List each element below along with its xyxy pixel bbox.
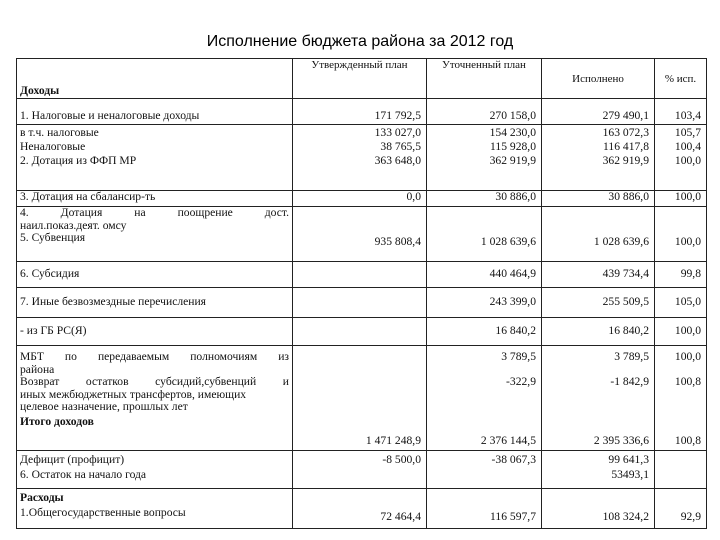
row-label: 6. Остаток на начало года (20, 468, 147, 481)
row-label: - из ГБ РС(Я) (20, 324, 87, 338)
row-label: Возврат остатков субсидий,субвенций и (20, 375, 289, 389)
cell-value: 1 028 639,6 (480, 234, 536, 248)
row-label: 3. Дотация на сбалансир-ть (20, 190, 156, 203)
cell-value: 362 919,9 (602, 154, 649, 167)
cell-value: 100,8 (674, 375, 701, 388)
cell-value: 103,4 (674, 109, 701, 123)
row-label-total: Итого доходов (20, 414, 94, 428)
cell-value: -322,9 (506, 375, 536, 388)
cell-value: 171 792,5 (374, 109, 421, 123)
cell-value: 100,0 (674, 190, 701, 203)
section-label-income: Доходы (17, 59, 293, 99)
header-approved-plan: Утвержденный план (293, 59, 427, 99)
cell-value: -8 500,0 (382, 453, 421, 466)
section-label-expense: Расходы (20, 491, 64, 504)
cell-value: 440 464,9 (489, 267, 536, 281)
cell-value: 72 464,4 (380, 510, 421, 524)
cell-value: 270 158,0 (489, 109, 536, 123)
row-label: 7. Иные безвозмездные перечисления (20, 295, 207, 309)
cell-value: 100,4 (674, 140, 701, 153)
row-label: целевое назначение, прошлых лет (20, 400, 188, 414)
row-label: 1.Общегосударственные вопросы (20, 506, 186, 519)
cell-value: 92,9 (680, 510, 701, 524)
header-revised-plan: Уточненный план (427, 59, 542, 99)
table-row (17, 191, 707, 207)
row-label: Неналоговые (20, 140, 86, 153)
cell-value: 30 886,0 (608, 190, 649, 203)
cell-value: 3 789,5 (614, 350, 649, 363)
cell-value: -38 067,3 (491, 453, 536, 466)
cell-value: 116 417,8 (603, 140, 649, 153)
cell-value: 116 597,7 (490, 510, 536, 524)
table-row (17, 318, 707, 346)
table-row (17, 346, 707, 451)
cell-value: 0,0 (406, 190, 421, 203)
cell-value: 105,0 (674, 295, 701, 309)
cell-value: 16 840,2 (608, 324, 649, 338)
cell-value: 99,8 (680, 267, 701, 281)
row-label: МБТ по передаваемым полномочиям из (20, 350, 289, 363)
cell-value: 3 789,5 (501, 350, 536, 363)
cell-value: 2 376 144,5 (480, 434, 536, 448)
cell-value: 30 886,0 (495, 190, 536, 203)
cell-value: 100,0 (674, 324, 701, 338)
cell-value: 363 648,0 (374, 154, 421, 167)
header-row (17, 59, 707, 99)
cell-value: 362 919,9 (489, 154, 536, 167)
table-row (17, 125, 707, 191)
cell-value: 100,0 (674, 350, 701, 363)
header-percent: % исп. (655, 59, 707, 99)
table-row (17, 207, 707, 262)
header-executed: Исполнено (542, 59, 655, 99)
table-row (17, 262, 707, 288)
row-label: в т.ч. налоговые (20, 126, 99, 139)
budget-table (16, 58, 707, 529)
table-row (17, 99, 707, 125)
cell-value: 53493,1 (611, 468, 649, 481)
cell-value: 255 509,5 (602, 295, 649, 309)
cell-value: 935 808,4 (374, 234, 421, 248)
page-title: Исполнение бюджета района за 2012 год (206, 33, 514, 50)
table-row (17, 451, 707, 489)
row-label: района (20, 362, 55, 376)
row-label: наил.показ.деят. омсу (20, 218, 127, 232)
cell-value: 99 641,3 (608, 453, 649, 466)
cell-value: 243 399,0 (489, 295, 536, 309)
cell-value: 2 395 336,6 (593, 434, 649, 448)
cell-value: 439 734,4 (602, 267, 649, 281)
cell-value: 100,8 (674, 434, 701, 448)
row-label: 2. Дотация из ФФП МР (20, 154, 137, 167)
cell-value: 163 072,3 (602, 126, 649, 139)
cell-value: 279 490,1 (602, 109, 649, 123)
table-row (17, 489, 707, 529)
cell-value: 154 230,0 (489, 126, 536, 139)
row-label: Дефицит (профицит) (20, 453, 125, 466)
cell-value: 38 765,5 (380, 140, 421, 153)
cell-value: 100,0 (674, 234, 701, 248)
cell-value: 1 471 248,9 (365, 434, 421, 448)
table-row (17, 288, 707, 318)
cell-value: 115 928,0 (490, 140, 536, 153)
row-label: 1. Налоговые и неналоговые доходы (20, 109, 200, 123)
cell-value: 105,7 (674, 126, 701, 139)
cell-value: -1 842,9 (610, 375, 649, 388)
cell-value: 1 028 639,6 (593, 234, 649, 248)
cell-value: 108 324,2 (602, 510, 649, 524)
row-label: 5. Субвенция (20, 231, 86, 245)
cell-value: 100,0 (674, 154, 701, 167)
cell-value: 133 027,0 (374, 126, 421, 139)
row-label: 6. Субсидия (20, 267, 80, 281)
cell-value: 16 840,2 (495, 324, 536, 338)
row-label: иных межбюджетных трансфертов, имеющих (20, 387, 247, 401)
row-label: 4. Дотация на поощрение дост. (20, 206, 289, 219)
